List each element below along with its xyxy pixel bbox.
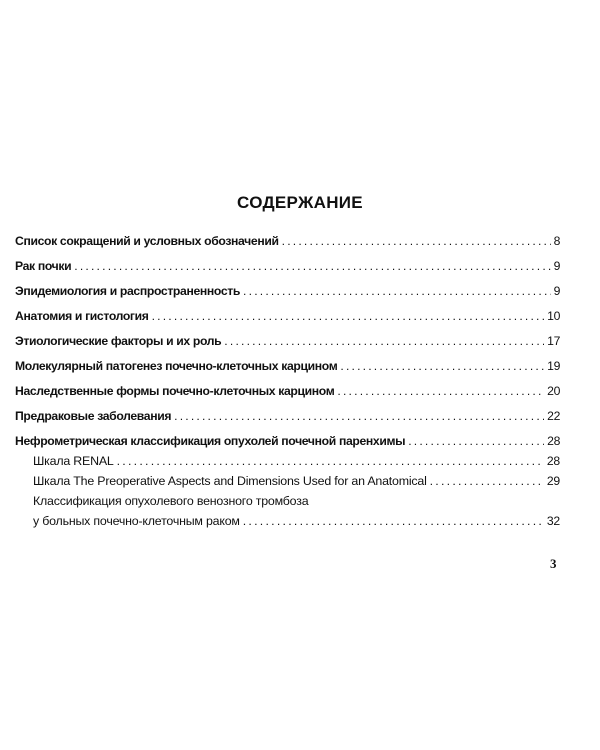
toc-subentry-page: 29 (546, 474, 560, 488)
toc-subentry-label: Шкала RENAL (33, 454, 114, 468)
dot-leader (74, 256, 550, 276)
toc-subentry-label-line1: Классификация опухолевого венозного тромбоза (33, 494, 309, 508)
table-of-contents (15, 231, 560, 531)
page-title: СОДЕРЖАНИЕ (237, 193, 363, 212)
toc-entry-page: 20 (547, 384, 560, 398)
toc-entry-label: Предраковые заболевания (15, 409, 172, 423)
toc-entry-page: 17 (547, 334, 560, 348)
toc-entry (15, 356, 560, 376)
toc-entry-label: Этиологические факторы и их роль (15, 334, 222, 348)
dot-leader (152, 306, 545, 326)
toc-subentry-label: Шкала The Preoperative Aspects and Dimensions Used for an Anatomical (33, 474, 427, 488)
toc-entry-label: Эпидемиология и распространенность (15, 284, 241, 298)
dot-leader (430, 471, 544, 491)
dot-leader (282, 231, 551, 251)
toc-subentry-label: у больных почечно-клеточным раком (33, 514, 240, 528)
dot-leader (174, 406, 544, 426)
dot-leader (408, 431, 544, 451)
toc-entry-page: 8 (553, 234, 560, 248)
toc-entry-label: Наследственные формы почечно-клеточных карцином (15, 384, 335, 398)
dot-leader (243, 511, 544, 531)
toc-entry (15, 431, 560, 451)
toc-entry-label: Анатомия и гистология (15, 309, 149, 323)
toc-entry-page: 28 (547, 434, 560, 448)
toc-entry (15, 306, 560, 326)
toc-subentry-first-line (15, 491, 560, 511)
toc-entry-label: Список сокращений и условных обозначений (15, 234, 279, 248)
toc-entry-page: 9 (553, 284, 560, 298)
toc-subentry (15, 451, 560, 471)
toc-entry-page: 22 (547, 409, 560, 423)
toc-entry-label: Нефрометрическая классификация опухолей почечной паренхимы (15, 434, 406, 448)
toc-entry-page: 10 (547, 309, 560, 323)
toc-entry (15, 331, 560, 351)
toc-subentry-page: 32 (546, 514, 560, 528)
toc-entry-page: 19 (547, 359, 560, 373)
toc-entry-label: Рак почки (15, 259, 72, 273)
toc-entry (15, 281, 560, 301)
dot-leader (243, 281, 551, 301)
toc-entry (15, 406, 560, 426)
dot-leader (224, 331, 544, 351)
toc-subentry (15, 511, 560, 531)
dot-leader (117, 451, 544, 471)
toc-subentry (15, 471, 560, 491)
toc-subentry-page: 28 (546, 454, 560, 468)
toc-entry (15, 381, 560, 401)
toc-entry (15, 231, 560, 251)
toc-entry (15, 256, 560, 276)
page-number: 3 (550, 556, 557, 571)
dot-leader (337, 381, 544, 401)
dot-leader (340, 356, 544, 376)
toc-entry-page: 9 (553, 259, 560, 273)
toc-entry-label: Молекулярный патогенез почечно-клеточных карцином (15, 359, 338, 373)
